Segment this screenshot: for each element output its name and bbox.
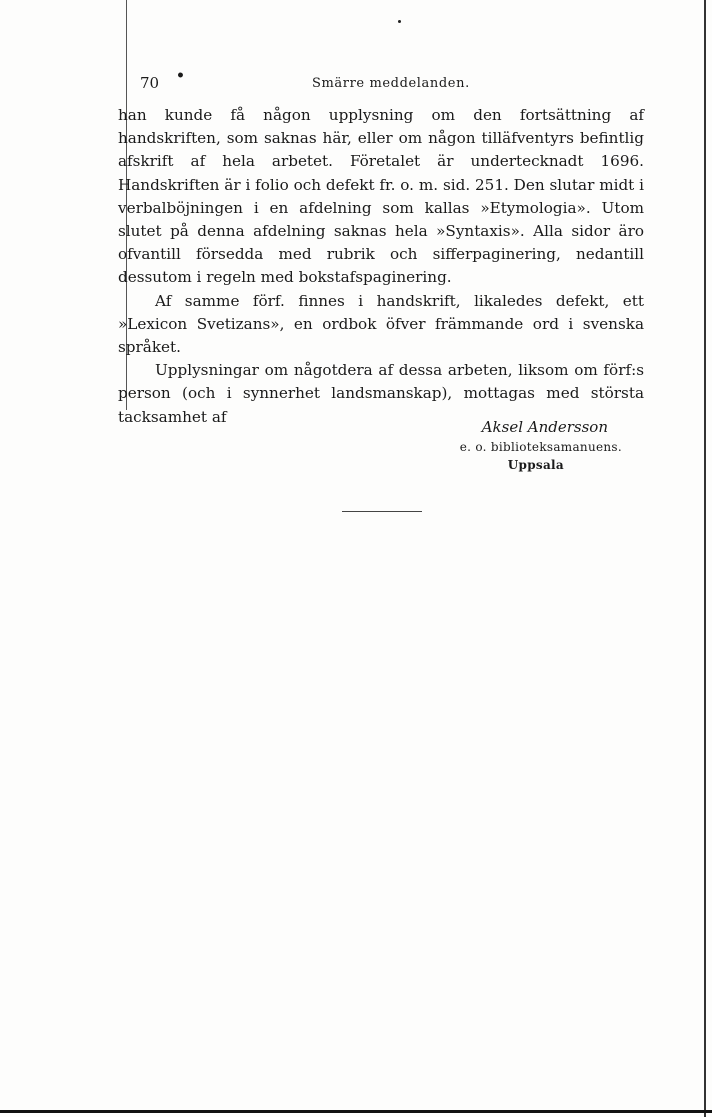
scan-speck xyxy=(398,20,401,23)
header-mark: • xyxy=(176,68,185,84)
scan-bottom-edge xyxy=(0,1110,712,1113)
signature-title: e. o. biblioteksamanuens. xyxy=(459,440,622,454)
body-text xyxy=(118,104,644,429)
section-divider xyxy=(342,511,422,512)
running-title: Smärre meddelanden. xyxy=(312,76,470,91)
scan-edge-line xyxy=(704,0,706,1117)
paragraph-3: Upplysningar om någotdera af dessa arbeten, liksom om förf:s person (och i synnerhet landsmanskap), mottagas med största tacksamhet af xyxy=(118,361,644,426)
paragraph-1: han kunde få någon upplysning om den fortsättning af handskriften, som saknas här, eller om någon tilläfventyrs befintlig afskrift af hela arbetet. Företalet är undertecknadt 1696. Handskriften är i folio och defekt fr. o. m. sid. 251. Den slutar midt i verbalböjningen i en afdelning som kallas »Etymologia». Utom slutet på denna afdelning saknas hela »Syntaxis». Alla sidor äro ofvantill försedda med rubrik och sifferpaginering, nedantill dessutom i regeln med bokstafspaginering. xyxy=(118,106,644,287)
running-header xyxy=(140,68,640,94)
signature-place: Uppsala xyxy=(507,458,564,472)
signature-block xyxy=(400,416,630,474)
paragraph-2: Af samme förf. finnes i handskrift, likaledes defekt, ett »Lexicon Svetizans», en ordbok öfver främmande ord i svenska språket. xyxy=(118,291,644,357)
signature-name: Aksel Andersson xyxy=(481,418,608,436)
page-number: 70 xyxy=(140,74,160,92)
